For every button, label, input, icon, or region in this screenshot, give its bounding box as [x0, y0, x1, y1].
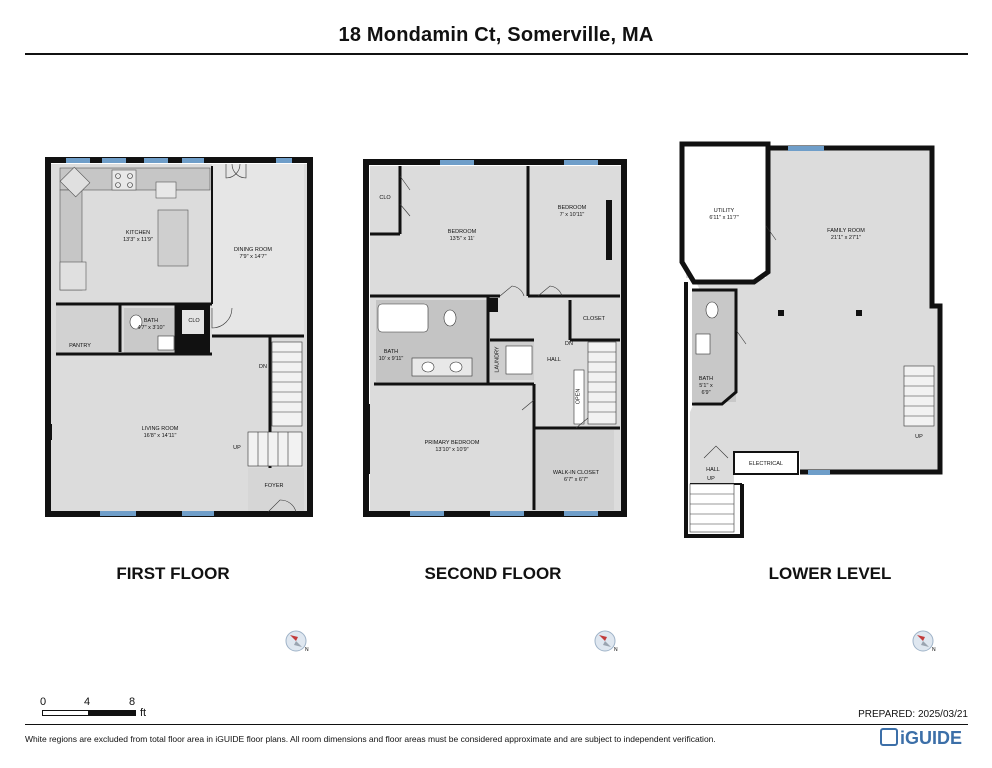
room-dimensions: 21'1" x 27'1" [830, 235, 862, 241]
room-dimensions: 13'5" x 11' [449, 236, 475, 242]
floor-label-lower: LOWER LEVEL [768, 564, 892, 583]
compass-icon [284, 629, 308, 653]
room-name: PRIMARY BEDROOM [424, 440, 480, 446]
first-floor-plan [46, 158, 310, 516]
stair-up-label: UP [915, 434, 923, 440]
room-clo: CLO [188, 318, 200, 324]
room-living [118, 426, 202, 440]
room-laundry: LAUNDRY [494, 346, 501, 373]
floor-label-first: FIRST FLOOR [116, 564, 230, 583]
room-clo: CLO [379, 195, 391, 201]
stair-dn-label: DN [565, 341, 573, 347]
room-name: BEDROOM [557, 205, 587, 211]
stair-up-label: UP [233, 445, 241, 451]
room-bath [694, 376, 718, 397]
room-name: DINING ROOM [234, 247, 272, 253]
svg-text:N: N [932, 647, 936, 653]
room-dimensions: 6'7" x 6'7" [563, 477, 589, 483]
room-dining [218, 247, 288, 261]
svg-text:N: N [614, 647, 618, 653]
compass-icon [593, 629, 617, 653]
iguide-logo-text: iGUIDE [900, 728, 963, 748]
room-name: BEDROOM [447, 229, 477, 235]
room-electrical: ELECTRICAL [749, 461, 783, 467]
room-name: BATH [698, 376, 714, 382]
prepared-date: PREPARED: 2025/03/21 [858, 709, 968, 720]
room-family [814, 228, 878, 242]
room-name: BATH [383, 349, 399, 355]
room-name: UTILITY [713, 208, 735, 214]
room-dimensions: 4'7" x 3'10" [137, 325, 165, 331]
scale-tick-0: 0 [40, 696, 47, 708]
room-dimensions: 7'9" x 14'7" [239, 254, 267, 260]
floor-label-second: SECOND FLOOR [424, 564, 562, 583]
room-hall: HALL [547, 357, 561, 363]
iguide-logo [880, 728, 962, 749]
room-dimensions: 10' x 9'11" [378, 356, 404, 362]
stair-dn-label: DN [259, 364, 267, 370]
room-primary-bedroom [412, 440, 492, 454]
room-dimensions: 5'1" x 6'9" [699, 383, 713, 396]
scale-segment-dark [88, 710, 136, 716]
room-name: LIVING ROOM [141, 426, 179, 432]
stair-open-label: OPEN [575, 388, 582, 405]
scale-bar [36, 696, 156, 720]
room-bath [376, 349, 406, 363]
room-utility [698, 208, 750, 222]
room-dimensions: 13'10" x 10'9" [435, 447, 469, 453]
room-dimensions: 16'8" x 14'11" [143, 433, 177, 439]
room-kitchen [98, 230, 178, 244]
room-foyer: FOYER [264, 483, 284, 489]
page-title: 18 Mondamin Ct, Somerville, MA [338, 24, 654, 46]
disclaimer-text: White regions are excluded from total floor area in iGUIDE floor plans. All room dimensions and floor areas must be considered approximate and are subject to independent verification. [25, 734, 716, 744]
room-walk-in-closet [546, 470, 606, 484]
room-pantry: PANTRY [69, 343, 91, 349]
footer-divider [25, 724, 968, 725]
svg-text:N: N [305, 647, 309, 653]
lower-level-plan [682, 144, 940, 536]
compass-icon [911, 629, 935, 653]
room-hall: HALL [706, 467, 720, 473]
scale-tick-8: 8 [129, 696, 136, 708]
room-closet: CLOSET [582, 316, 605, 322]
room-name: KITCHEN [125, 230, 151, 236]
room-bedroom-1 [430, 229, 494, 243]
room-bath [128, 318, 174, 332]
scale-segment-light [42, 710, 90, 716]
room-name: WALK-IN CLOSET [552, 470, 600, 476]
room-name: BATH [143, 318, 159, 324]
room-name: FAMILY ROOM [827, 228, 865, 234]
room-dimensions: 6'11" x 11'7" [709, 215, 739, 221]
room-dimensions: 13'3" x 11'9" [123, 237, 153, 243]
iguide-logo-icon [880, 728, 898, 746]
scale-unit: ft [140, 707, 147, 719]
room-dimensions: 7' x 10'11" [559, 212, 585, 218]
room-bedroom-2 [548, 205, 596, 219]
stair-up-label: UP [707, 476, 715, 482]
scale-tick-4: 4 [84, 696, 91, 708]
